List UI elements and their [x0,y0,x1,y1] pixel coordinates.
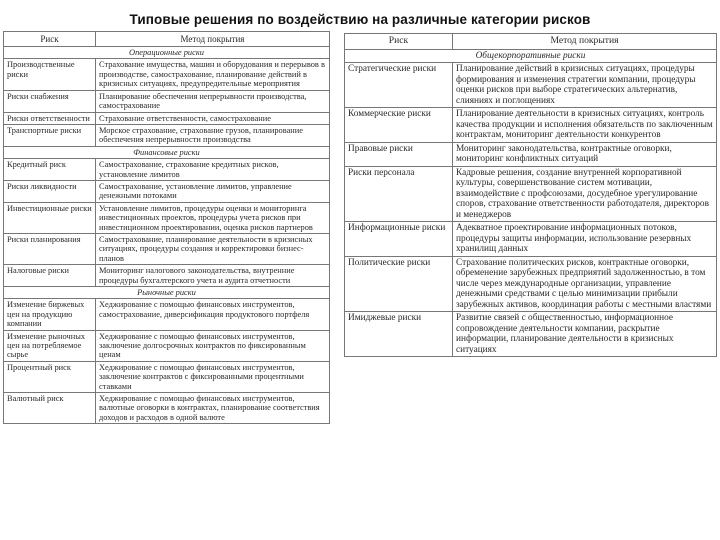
method-cell: Морское страхование, страхование грузов, планирование обеспечения непрерывности производства [96,124,330,146]
risk-cell: Правовые риски [345,142,453,166]
section-row [345,49,717,63]
risk-cell: Кредитный риск [4,159,96,181]
table-row [4,361,330,392]
method-cell: Планирование действий в кризисных ситуациях, процедуры формирования и изменения стратегии компании, процедуры оценки рисков при выборе стратегических альтернатив, слияниях и поглощениях [453,63,717,108]
table-row [4,393,330,424]
table-row [4,233,330,264]
method-cell: Самострахование, страхование кредитных рисков, установление лимитов [96,159,330,181]
risk-cell: Риски персонала [345,166,453,222]
table-row [4,202,330,233]
table-row [4,124,330,146]
method-cell: Самострахование, установление лимитов, управление денежными потоками [96,180,330,202]
table-row [4,265,330,287]
risk-cell: Риски ликвидности [4,180,96,202]
method-cell: Страхование имущества, машин и оборудования и перерывов в производстве, самострахование, планирование действий в кризисных ситуациях, предупредительные мероприятия [96,59,330,90]
risk-cell: Изменение биржевых цен на продукцию компании [4,299,96,330]
method-cell: Хеджирование с помощью финансовых инструментов, валютные оговорки в контрактах, планирование соответствия доходов и расходов в одной валюте [96,393,330,424]
method-cell: Страхование ответственности, самострахование [96,112,330,124]
left-risk-table [3,31,330,424]
risk-cell: Транспортные риски [4,124,96,146]
table-row [345,108,717,143]
method-cell: Страхование политических рисков, контрактные оговорки, обременение зарубежных предприятий задолженностью, в том числе через международные организации, управление денежными средствами с целью минимизации прибыли зарубежных активов, координация работы с местными властями [453,256,717,312]
table-row [345,222,717,257]
risk-cell: Риски планирования [4,233,96,264]
method-cell: Мониторинг законодательства, контрактные оговорки, мониторинг конфликтных ситуаций [453,142,717,166]
table-row [4,159,330,181]
column-header-risk: Риск [4,32,96,47]
table-row [4,180,330,202]
risk-cell: Стратегические риски [345,63,453,108]
risk-cell: Налоговые риски [4,265,96,287]
section-title: Общекорпоративные риски [345,49,717,63]
method-cell: Планирование обеспечения непрерывности производства, самострахование [96,90,330,112]
method-cell: Кадровые решения, создание внутренней корпоративной культуры, совершенствование систем мотивации, взаимодействие с профсоюзами, досудебное урегулирование споров, страхование ответственности работодателя, директоров и менеджеров [453,166,717,222]
method-cell: Мониторинг налогового законодательства, внутренние процедуры бухгалтерского учета и аудита отчетности [96,265,330,287]
risk-cell: Валютный риск [4,393,96,424]
table-row [4,299,330,330]
risk-cell: Производственные риски [4,59,96,90]
method-cell: Планирование деятельности в кризисных ситуациях, контроль качества продукции и исполнения обязательств по заключенным контрактам, мониторинг деятельности конкурентов [453,108,717,143]
section-title: Операционные риски [4,47,330,59]
risk-cell: Риски снабжения [4,90,96,112]
risk-cell: Политические риски [345,256,453,312]
table-row [4,112,330,124]
risk-cell: Коммерческие риски [345,108,453,143]
table-row [4,59,330,90]
table-row [345,256,717,312]
method-cell: Хеджирование с помощью финансовых инструментов, заключение долгосрочных контрактов по фиксированным ценам [96,330,330,361]
risk-cell: Процентный риск [4,361,96,392]
method-cell: Самострахование, планирование деятельности в кризисных ситуациях, процедуры создания и корректировки бизнес-планов [96,233,330,264]
method-cell: Развитие связей с общественностью, информационное сопровождение деятельности компании, раскрытие информации, планирование деятельности в кризисных ситуациях [453,312,717,357]
slide-title: Типовые решения по воздействию на различные категории рисков [129,12,591,27]
table-row [345,312,717,357]
risk-cell: Инвестиционные риски [4,202,96,233]
section-title: Рыночные риски [4,287,330,299]
table-row [345,142,717,166]
method-cell: Установление лимитов, процедуры оценки и мониторинга инвестиционных проектов, процедуры учета рисков при инвестиционном проектировании, оценка рисков партнеров [96,202,330,233]
header-row [345,34,717,50]
column-header-risk: Риск [345,34,453,50]
table-row [345,166,717,222]
section-row [4,146,330,158]
method-cell: Хеджирование с помощью финансовых инструментов, самострахование, диверсификация продуктового портфеля [96,299,330,330]
risk-cell: Информационные риски [345,222,453,257]
header-row [4,32,330,47]
column-header-method: Метод покрытия [453,34,717,50]
table-row [4,90,330,112]
table-row [345,63,717,108]
risk-cell: Изменение рыночных цен на потребляемое сырье [4,330,96,361]
risk-cell: Риски ответственности [4,112,96,124]
risk-cell: Имиджевые риски [345,312,453,357]
table-row [4,330,330,361]
section-title: Финансовые риски [4,146,330,158]
method-cell: Адекватное проектирование информационных потоков, процедуры защиты информации, использование резервных хранилищ данных [453,222,717,257]
method-cell: Хеджирование с помощью финансовых инструментов, заключение контрактов с фиксированными процентными ставками [96,361,330,392]
column-header-method: Метод покрытия [96,32,330,47]
section-row [4,287,330,299]
section-row [4,47,330,59]
right-risk-table [344,33,717,357]
